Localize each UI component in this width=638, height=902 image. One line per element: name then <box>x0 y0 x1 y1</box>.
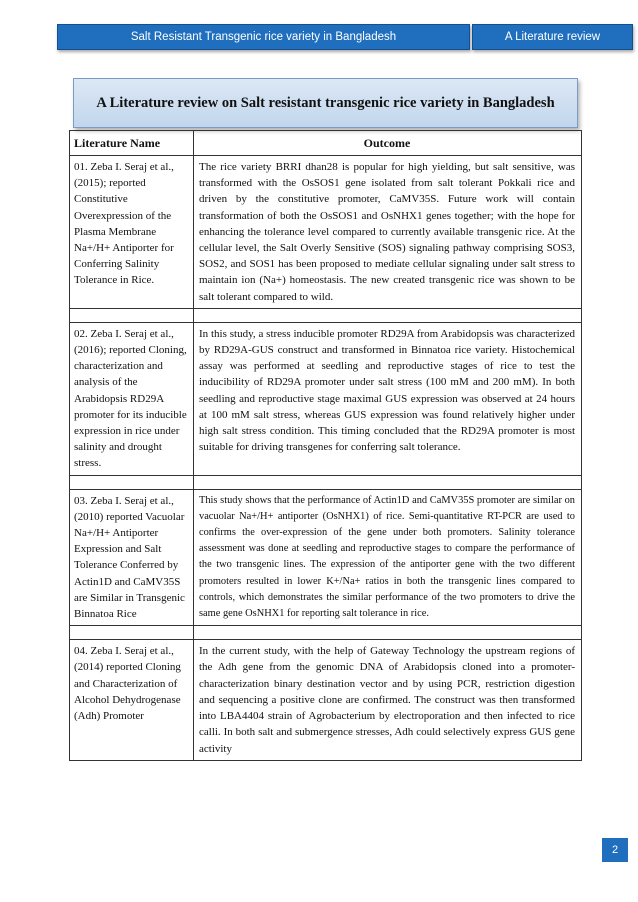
table-spacer-row <box>70 626 581 640</box>
literature-name-cell: 02. Zeba I. Seraj et al., (2016); reported Cloning, characterization and analysis of the Arabidopsis RD29A promoter for its inducible expression in rice under salinity and drought stress. <box>70 323 194 475</box>
literature-name-cell: 04. Zeba I. Seraj et al., (2014) reported Cloning and Characterization of Alcohol Dehydrogenase (Adh) Promoter <box>70 640 194 759</box>
table-row <box>70 323 581 476</box>
literature-name-cell: 01. Zeba I. Seraj et al., (2015); reported Constitutive Overexpression of the Plasma Membrane Na+/H+ Antiporter for Conferring Salinity Tolerance in Rice. <box>70 156 194 308</box>
outcome-cell: In the current study, with the help of Gateway Technology the upstream regions of the Adh gene from the genomic DNA of Arabidopsis cloned into a promoter-characterization binary destination vector and by using PCR, restriction digestion and sequencing a positive clone are confirmed. The construct was then transformed into LBA4404 strain of Agrobacterium by electroporation and then infected to rice calli. In both salt and submergence stresses, Adh could selectively express GUS gene activity <box>199 645 575 755</box>
page-number: 2 <box>602 838 628 862</box>
column-header-outcome: Outcome <box>363 136 411 150</box>
page-title: A Literature review on Salt resistant transgenic rice variety in Bangladesh <box>73 78 578 128</box>
table-row <box>70 490 581 627</box>
column-header-literature: Literature Name <box>70 131 194 155</box>
outcome-cell: The rice variety BRRI dhan28 is popular for high yielding, but salt sensitive, was transformed with the OsSOS1 gene isolated from salt tolerant Pokkali rice and driven by the constitutive promoter, CaMV35S. Future work will contain transformation of both the OsSOS1 and OsNHX1 genes together; with the hope for enhancing the tolerance level compared to currently available transgenic rice. At the cellular level, the Salt Overly Sensitive (SOS) signaling pathway comprising SOS3, SOS2, and SOS1 has been proposed to mediate cellular signaling under salt stress to maintain ion (Na+) homeostasis. The new created transgenic rice was shown to be salt tolerant compared to wild. <box>199 161 575 303</box>
outcome-cell: In this study, a stress inducible promoter RD29A from Arabidopsis was characterized by RD29A-GUS construct and transformed in Binnatoa rice variety. Histochemical assay was performed at seedling and reproductive stages of rice to test the inducibility of RD29A promoter under salt stress (100 mM and 200 mM). In both seedling and reproductive stage maximal GUS expression was observed at 24 hours at 100 mM salt stress, whereas GUS expression was found relatively higher under high salt stress condition. This timing concluded that the RD29A promoter is most suitable for driving transgenes for conferring salt tolerance. <box>199 327 575 454</box>
table-header-row <box>70 131 581 156</box>
table-row <box>70 640 581 759</box>
outcome-cell: This study shows that the performance of Actin1D and CaMV35S promoter are similar on vacuolar Na+/H+ antiporter (OsNHX1) of rice. Semi-quantitative RT-PCR are used to confirms the over-expression of the gene under both promoters. Salinity tolerance assessment was done at seedling and reproductive stages to compare the performance of the two transgenic lines. The expression of the antiporter gene with the two different promoters resulted in lower K+/Na+ ratios in both the transgenic lines compared to controls, which demonstrates the similar performance of the two promoters to drive the same gene OsNHX1 for reporting salt tolerance in rice. <box>199 494 575 620</box>
literature-name-cell: 03. Zeba I. Seraj et al., (2010) reported Vacuolar Na+/H+ Antiporter Expression and Salt Tolerance Conferred by Actin1D and CaMV35S are Similar in Transgenic Binnatoa Rice <box>70 490 194 626</box>
table-row <box>70 156 581 309</box>
table-spacer-row <box>70 309 581 323</box>
running-header-title: Salt Resistant Transgenic rice variety in Bangladesh <box>57 24 470 50</box>
running-header-section: A Literature review <box>472 24 633 50</box>
table-spacer-row <box>70 476 581 490</box>
literature-table <box>69 130 582 761</box>
